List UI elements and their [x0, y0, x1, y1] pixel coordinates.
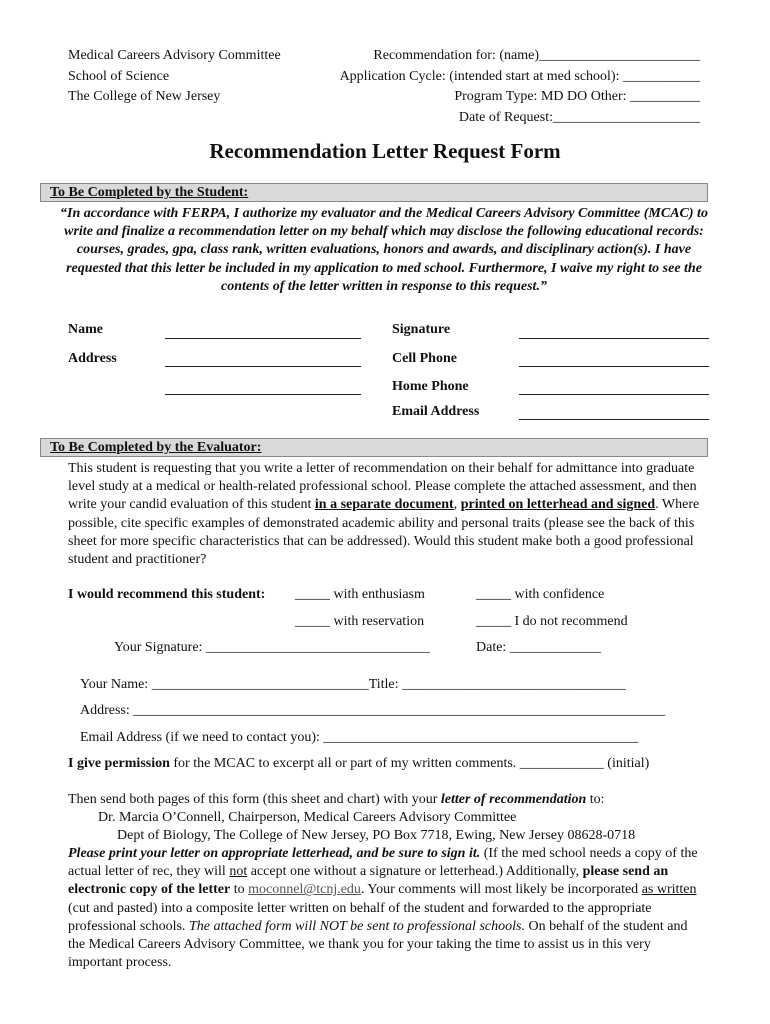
closing-paragraph — [68, 845, 708, 972]
header-left — [68, 46, 281, 108]
option-with-confidence[interactable]: _____ with confidence — [476, 587, 605, 602]
mailing-address-line-2: Dept of Biology, The College of New Jersey, PO Box 7718, Ewing, New Jersey 08628-0718 — [117, 828, 636, 843]
contact-email-link[interactable]: moconnel@tcnj.edu — [248, 882, 361, 898]
school-name: School of Science — [68, 68, 170, 84]
evaluator-date-field[interactable]: Date: _____________ — [476, 640, 601, 655]
print-letterhead-emphasis: Please print your letter on appropriate letterhead, and be sure to sign it. — [68, 846, 481, 861]
evaluator-section-heading-text: To Be Completed by the Evaluator: — [50, 440, 262, 455]
closing-text-to: to — [230, 882, 249, 898]
as-written-emphasis: as written — [641, 882, 697, 898]
program-type-field[interactable]: Program Type: MD DO Other: __________ — [454, 89, 700, 104]
letterhead-signed-emphasis: printed on letterhead and signed — [460, 497, 656, 513]
electronic-copy-emphasis: please send an electronic copy of the letter — [68, 864, 669, 898]
evaluator-instructions — [68, 460, 708, 569]
application-cycle-field[interactable]: Application Cycle: (intended start at med school): ___________ — [339, 68, 700, 84]
instructions-comma: , — [453, 497, 461, 513]
letter-of-recommendation-emphasis: letter of recommendation — [440, 792, 587, 807]
recommend-label: I would recommend this student: — [68, 587, 266, 602]
student-section-heading-text: To Be Completed by the Student: — [50, 185, 249, 200]
home-phone-label: Home Phone — [392, 379, 469, 394]
date-of-request-field[interactable]: Date of Request:_____________________ — [458, 109, 700, 125]
home-phone-input[interactable] — [519, 394, 709, 395]
instructions-text-1: This student is requesting that you write a letter of recommendation on their behalf for admittance into graduate level study at a medical or health-related professional school. Please complete the attached assessment, and then write your candid evaluation of this student — [68, 461, 697, 513]
evaluator-signature-field[interactable]: Your Signature: ________________________________ — [114, 640, 430, 655]
separate-document-emphasis: in a separate document — [314, 497, 454, 513]
cell-phone-label: Cell Phone — [392, 351, 457, 366]
mailing-address-line-1: Dr. Marcia O’Connell, Chairperson, Medical Careers Advisory Committee — [98, 810, 517, 825]
option-do-not-recommend[interactable]: _____ I do not recommend — [476, 614, 628, 629]
closing-text-5: On behalf of the student and the Medical Careers Advisory Committee, we thank you for your taking the time to assist us in this very important process. — [68, 918, 688, 971]
not-sent-emphasis: The attached form will NOT be sent to professional schools. — [188, 918, 525, 934]
send-instructions — [68, 791, 605, 809]
option-with-enthusiasm[interactable]: _____ with enthusiasm — [295, 587, 425, 602]
instructions-text-2: . Where possible, cite specific examples of demonstrated academic ability and personal traits (please see the back of this sheet for more specific characteristics that can be addressed). Would this student make both a good professional student and practitioner? — [68, 497, 700, 568]
email-address-input[interactable] — [519, 419, 709, 420]
not-emphasis: not — [229, 864, 248, 880]
send-text-1: Then send both pages of this form (this sheet and chart) with your — [68, 792, 441, 807]
recommendation-for-field[interactable]: Recommendation for: (name)_______________________ — [373, 48, 700, 63]
email-address-label: Email Address — [392, 404, 480, 419]
evaluator-section-heading — [40, 438, 708, 457]
option-with-reservation[interactable]: _____ with reservation — [295, 614, 425, 629]
send-text-2: to: — [586, 792, 605, 807]
address-input-line-2[interactable] — [165, 394, 361, 395]
permission-line[interactable] — [68, 755, 649, 773]
closing-text-4: (cut and pasted) into a composite letter written on behalf of the student and forwarded to the appropriate professional schools. — [68, 900, 652, 934]
closing-text-1: (If the med school needs a copy of the actual letter of rec, they will — [68, 846, 698, 880]
address-label: Address — [68, 351, 117, 366]
page-title: Recommendation Letter Request Form — [209, 139, 561, 163]
evaluator-address-field[interactable]: Address: ____________________________________________________________________________ — [80, 703, 666, 718]
committee-name: Medical Careers Advisory Committee — [68, 48, 281, 63]
student-section-heading — [40, 183, 708, 202]
permission-bold: I give permission — [68, 756, 170, 771]
evaluator-email-field[interactable]: Email Address (if we need to contact you): _____________________________________________ — [80, 730, 639, 745]
closing-text-3: . Your comments will most likely be incorporated — [360, 882, 642, 898]
college-name: The College of New Jersey — [68, 89, 221, 104]
address-input[interactable] — [165, 366, 361, 367]
evaluator-name-title-field[interactable]: Your Name: _______________________________Title: ________________________________ — [80, 677, 627, 692]
closing-text-2: accept one without a signature or letterhead.) Additionally, — [247, 864, 583, 880]
name-input[interactable] — [165, 338, 361, 339]
name-label: Name — [68, 322, 103, 337]
header-right — [340, 46, 700, 128]
signature-input[interactable] — [519, 338, 709, 339]
cell-phone-input[interactable] — [519, 366, 709, 367]
signature-label: Signature — [392, 322, 451, 337]
permission-text: for the MCAC to excerpt all or part of my written comments. ____________ (initial) — [169, 756, 650, 771]
ferpa-statement: “In accordance with FERPA, I authorize my evaluator and the Medical Careers Advisory Committee (MCAC) to write and finalize a recommendation letter on my behalf which may disclose the following educational records: courses, grades, gpa, class rank, written evaluations, honors and awards, and disciplinary action(s). I have requested that this letter be included in my application to med school. Furthermore, I waive my right to see the contents of the letter written in response to this request.” — [60, 206, 708, 294]
